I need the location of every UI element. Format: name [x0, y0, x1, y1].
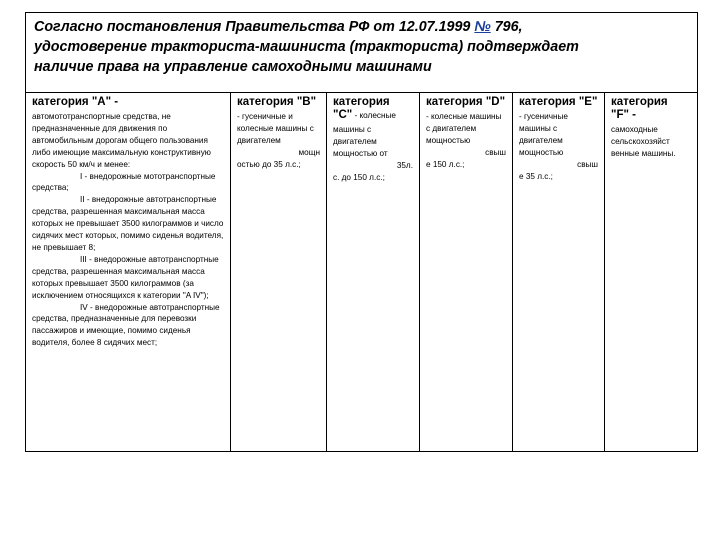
category-table [26, 93, 697, 451]
category-b-title: категория "B" [237, 96, 317, 108]
slide-frame [25, 12, 698, 452]
category-c-text: машины с двигателем мощностью от 35л. с. до 150 л.с.; [333, 125, 413, 182]
category-d-title: категория "D" [426, 96, 506, 108]
page-title [26, 13, 697, 93]
category-f-title: категория "F" - [611, 96, 668, 121]
category-a-text: автомототранспортные средства, не предназначенные для движения по автомобильным дорогам общего пользования либо имеющие максимальную конструктивную скорость 50 км/ч и менее: I - внедорожные мототранспортные средства; II - внедорожные автотранспортные средства, разрешенная максимальная масса которых не превышает 3500 килограммов и число сидячих мест которых, помимо сиденья водителя, не превышает 8; III - внедорожные автотранспортные средства, разрешенная максимальная масса которых превышает 3500 килограммов (за исключением относящихся к категории "A IV"); IV - внедорожные автотранспортные средства, предназначенные для перевозки пассажиров и имеющие, помимо сиденья водителя, более 8 сидячих мест; [32, 112, 224, 348]
title-line-2: удостоверение тракториста-машиниста (тракториста) подтверждает [34, 39, 579, 55]
category-e-text: - гусеничные машины с двигателем мощностью свыш е 35 л.с.; [519, 112, 598, 181]
column-category-a [26, 93, 230, 451]
column-category-b [230, 93, 326, 451]
category-c-title: категория "C" - колесные [333, 96, 396, 121]
category-f-text: самоходные сельскохозяйст венные машины. [611, 125, 676, 158]
column-category-f [604, 93, 697, 451]
category-d-text: - колесные машины с двигателем мощностью свыш е 150 л.с.; [426, 112, 506, 169]
column-category-d [419, 93, 512, 451]
title-line-3: наличие права на управление самоходными машинами [34, 59, 432, 75]
column-category-e [512, 93, 604, 451]
category-e-title: категория "E" [519, 96, 598, 108]
title-line-1: Согласно постановления Правительства РФ от 12.07.1999 № 796, [34, 19, 523, 35]
number-sign: № [474, 19, 491, 35]
column-category-c [326, 93, 419, 451]
category-a-title: категория "A" - [32, 96, 119, 108]
category-b-text: - гусеничные и колесные машины с двигателем мощн остью до 35 л.с.; [237, 112, 320, 169]
